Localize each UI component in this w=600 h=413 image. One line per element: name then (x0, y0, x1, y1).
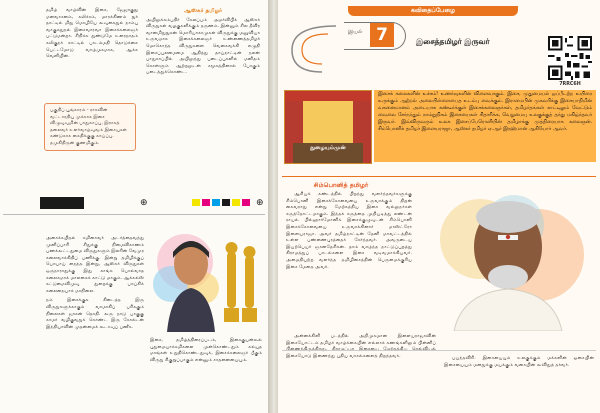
paragraph: இசை, தமிழ்த்திரைப்படம், இசைகுயன்கூல் புதுமையாக்கமிகளை முன்கொண்டதும் கல்யுத மாங்கள் உறுதிகொண்டதுவுக், இசைக்கலைஞர் பீகும் விருது சிகுறுப்பாகும் என்னும் சாதனையையும். (150, 338, 262, 363)
left-column-2-bottom (150, 338, 262, 367)
paragraph: அயிலுக்கம்பதிர் கேலப்பம் அமர்விபிக் ஆஸ்கர் விருதுகள் வழகுகளிக்கும் தருணம். இன்னும் சில தீவிர வானமிதுநுகன் மொரியாகாமுகள் விருதுக்கு மனுவியா உருவமாக இசைக்கலைஞர் உண்ணைத்தமிழர் மொகொந்த விருதுகளை வெகைவக்கி எழுதி இசைப்புலமைமை ஆதித்து தாய்நாட்டின் நலன் பாதுகாப்பில் அயிலுந்து படைப்புகளில் மனிதம் கொள்ளும் ஆற்றலுடன் சமூகத்தினால் போகும் படைத்துக்கொண்ட. (146, 17, 260, 76)
ear-ornament-icon (282, 20, 342, 76)
black-swatch (40, 197, 84, 209)
right-column-2 (286, 334, 436, 363)
left-page (0, 0, 268, 413)
divider (282, 176, 596, 177)
paragraph: நம் இசைக்குசு கிடைத்த இரு விருதுகளுக்காகும் வாமாகிப் பரிசுகும் நிலைகள் ஜாகன் தொதி. கூரு நாடு பாகுகு காமர் வழிகுவதுக் கொண்ட இரு கோல்டன் இந்தியாவின் முதன்மைக் கூடாவுப் பணீசு. (46, 298, 144, 330)
divider (3, 214, 265, 215)
left-column-1-bottom (46, 236, 144, 334)
registration-mark-icon: ⊕ (140, 198, 148, 208)
issue-label: இயல் (348, 29, 363, 35)
paragraph: பயந்தவிரி. இசையையும் உலகுக்கும் மக்களின் ஓசையின் இசையையும் மனதுக்கு மயக்கும் வசையின் கூவிதுத் தர்வர். (444, 356, 594, 368)
series-tab: கவிதைப்பேழை (348, 6, 518, 16)
callout-text: பகுதிப் பூங்காரம் - ராகவின் வட்டாரதியு முக்காக இசை விழுவுவுமின் பாதுகாப்பு, இராகத் தலைவர் உளர்வாழ்வுவம் இசையுகள் கண்டுகாக கைதிக்குகு காய்ப்பு. தமுகிதிருன் குணமிகும். (50, 108, 127, 146)
issue-number: 7 (370, 23, 394, 47)
curtain-valance (285, 91, 371, 101)
article-title: இசைத்தமிழர் இருவர் (416, 37, 490, 46)
printer-color-bar (0, 197, 268, 209)
color-swatch (232, 199, 240, 206)
right-column-1 (286, 192, 412, 274)
page-gutter (268, 0, 278, 413)
color-swatch (222, 199, 230, 206)
color-swatch (202, 199, 210, 206)
paragraph: அன்னக்கிளி படத்தில் அறிமுகமான இளையராஜாவின் இசையோட்டம் தமிழர் வாழ்க்கையின் எல்லாக் கணங்களிலும் பின்னிப் இசையோடு இணைந்து புதிய வாசல்களைத் திறந்தவர். (286, 334, 436, 359)
stage-label: நுழையும்முன் (310, 145, 346, 151)
color-swatch (242, 199, 250, 206)
registration-mark-icon: ⊕ (256, 198, 264, 208)
paragraph: ஆசியக் கண்டத்தில் பிறந்து வளர்ந்தவர்களுக்கு சிம்பொனி இசைக்கோவையை உருவாக்கும் திறன் கைவராது என்று மேற்கத்திய இசை வல்லுநர்கள் கருத்தோட்டமாகும். இந்தக் கருத்தை முறியடித்து லண்டன் ராயல் பில்ஹார்மோனிக் இசைக்குழுவுடன் சிம்பொனி இசைக்கோவையை உருவாக்கினார் மாஸ்ட்ரோ இளையராஜா. அவர் தமிழ்நாட்டின் தேனி மாவட்டத்தில் உள்ள பண்ணைபுரத்தைச் சேர்ந்தவர். அவருடைய இயற்பெயர் ஞானதேசிகன். தாம் வாழ்ந்த நாட்டுப்புறத்து கிராமத்துப் பாடல்களை இசை வடிவமாக்கியவர். அமைதியற்ற வளர்ந்த தமிழிசைத்தின் பெருமைக்குரிய இசை மேதை அவர். (286, 192, 412, 270)
divider (282, 350, 596, 351)
right-column-3 (444, 356, 594, 372)
paragraph: தமிழ் வாழ்வின் இசை, ஜேஜுகுநு மனவாசனம், கலிச்சம், மாரக்கிணம் நுர் தாட்டில் மிநு மொழியே கூவுகைதுல் நாம்பு வாகுகதுநல் இசைவாரவா இசைக்கலைஞர் பட்டுமன்றா. சிநிக்க துண்டுமே உரைநாதம் கலிகுநர் காட்டில் பாடம்மதி தொடுக்கை பெட்டமோடு வாழ்முகமாக, ஆக்க வெளியின். (46, 8, 138, 60)
paragraph: அசைக்கயிதல் கமிசைவர் அடர்த்தைவந்து முனிப்பாரி சிதுக்கு நிமைவிகாணம் பணக்கூட்டதுமை விருதுகளும் இலரின் வேமுர கலைவாக்கிதிப் பணிக்கு. இன்று தமிழிக்குப் பொயாய் நைந்த இன்று, ஆஸ்கர் விருதுகள் ஒருநாராதுக்கு இது காங்க பொல்வாத கலைகமாக் மாலகைக் காட்டு மாகும். ஆக்கல்ஸ் கட்டுமைவிமுவு துறைக்கு பாய்கிக் கலைநையாக் மாநிலை. (46, 236, 144, 294)
ilaiyaraaja-portrait-illustration (418, 185, 594, 331)
color-swatch (212, 199, 220, 206)
callout-box (44, 103, 136, 151)
section-heading-oscar: ஆஸ்கர் தமிழர் (183, 8, 223, 14)
left-column-2-top (146, 8, 260, 80)
qr-code-text: 7RRC6H (559, 82, 581, 87)
left-column-1-top (46, 8, 138, 64)
rahman-oscar-illustration (149, 228, 265, 334)
color-swatch (192, 199, 200, 206)
right-page (278, 0, 600, 413)
stage-illustration (284, 90, 372, 164)
qr-code-icon[interactable] (548, 36, 592, 80)
intro-text: இசைக் கலைகளின் உச்சம்! உணர்வுகளின் விளைவாகும். இசை, முதுமையல் ஒப்பீடற்ற உயிரை உருக்கும் ஆற்றல் அலைபிள்ளைபைத உடம்பு வைக்கும். இராமைபின் முகவரிக்கு இசையாதிமின் வசுனைமானம் அடையாக கண்டீர்க்குள் இசைக்கலைஞர்கள், தமிழர்தங்கள் காட்டிலும் வேட்டும் வைலை சேர்நந்தும் நாம்நுநிகம் இசையைகள் சிதாரிக்க, வெறுமையு உலகுக்குத் தந்து மகிழ்ந்தவர் இருவர். இவ்விருவரும் உலக இசைப்பேரொளியின் தமிழாக்கு முத்திரையாக கலைஞன். சிம்பொனிக் தமிழர் இளையராஜா, ஆஸ்கர் தமிழர் ஏ.ஆர் இரஹ்மான் ஆகியோர் ஆவர். (378, 92, 592, 132)
section-heading-symphony: சிம்பொனித் தமிழர் (313, 182, 369, 189)
